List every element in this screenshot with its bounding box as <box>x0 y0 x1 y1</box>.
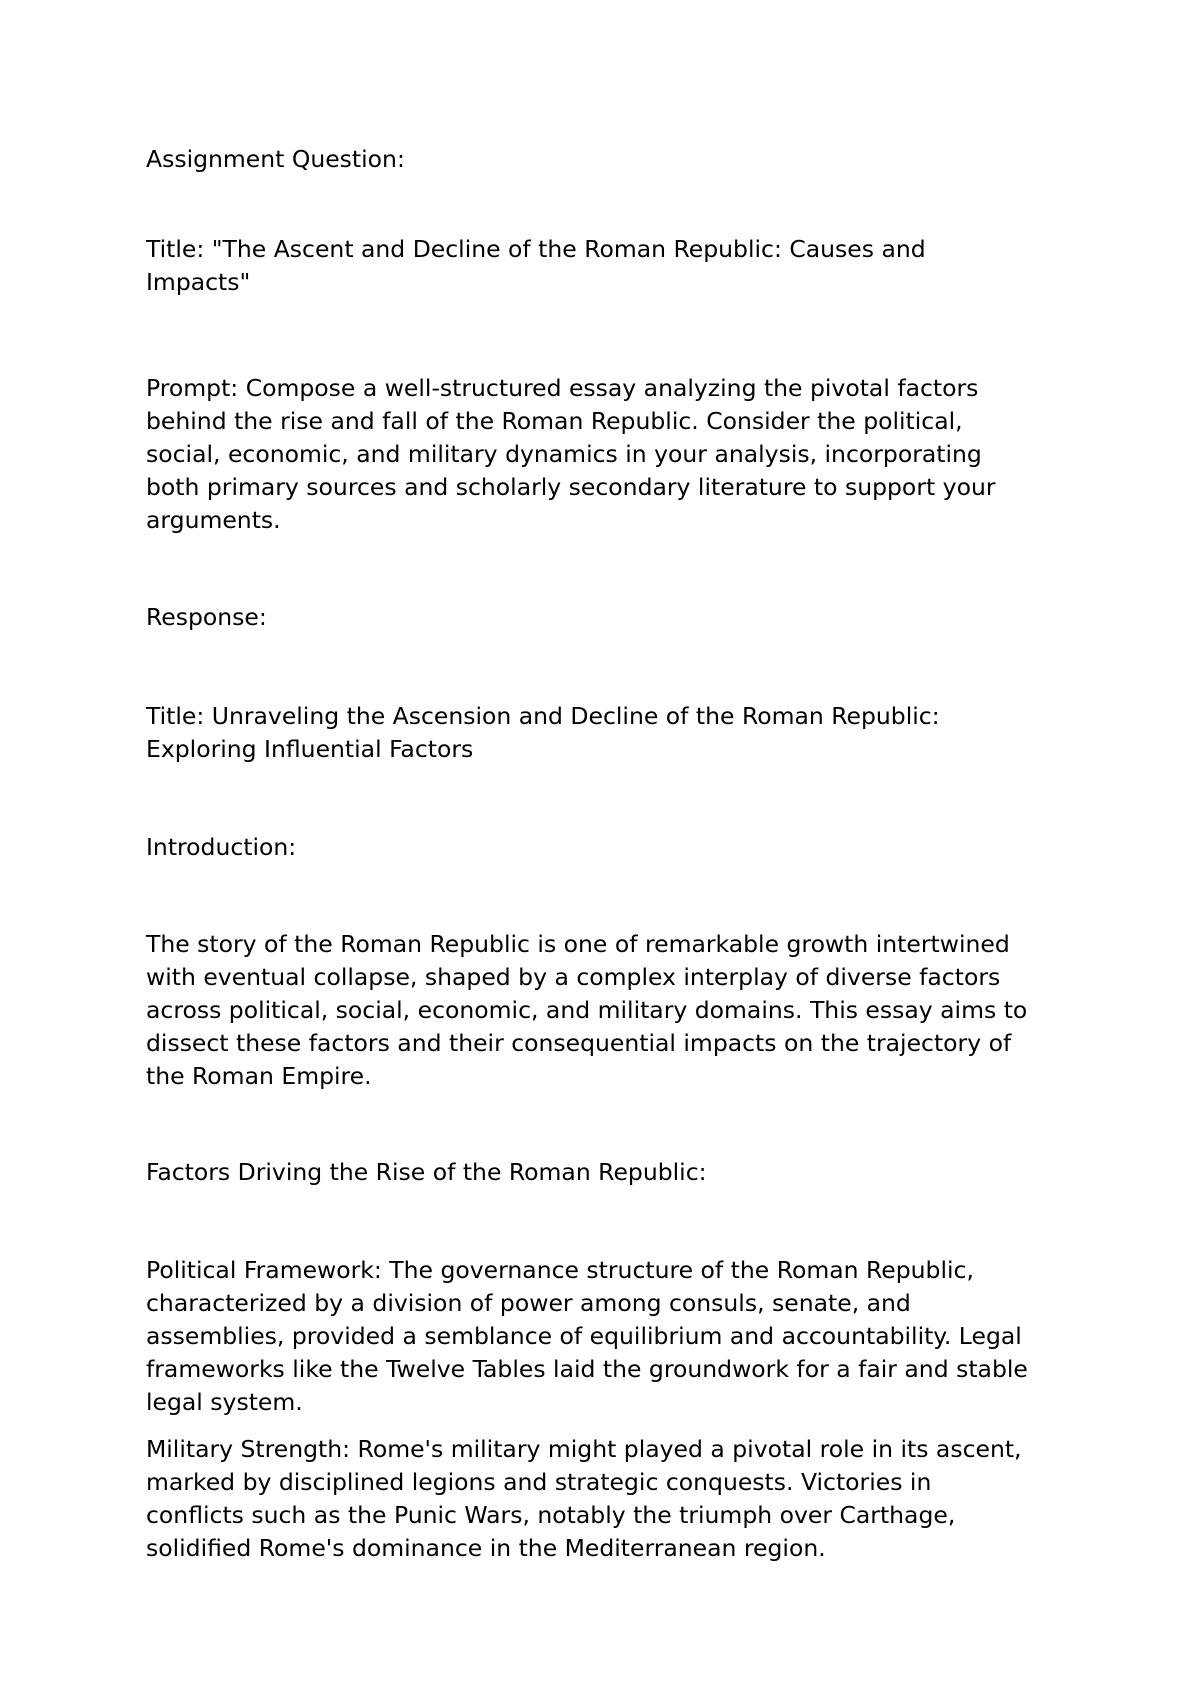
military-strength-paragraph <box>146 1433 1076 1565</box>
introduction-line: the Roman Empire. <box>146 1062 372 1090</box>
assignment-heading <box>146 143 1076 176</box>
political-line: legal system. <box>146 1388 303 1416</box>
response-title <box>146 700 1076 766</box>
response-title-line-2: Exploring Influential Factors <box>146 735 474 763</box>
prompt-line: arguments. <box>146 506 281 534</box>
introduction-paragraph <box>146 928 1076 1093</box>
military-line: marked by disciplined legions and strategic conquests. Victories in <box>146 1468 932 1496</box>
introduction-heading-text: Introduction: <box>146 833 297 861</box>
introduction-line: with eventual collapse, shaped by a complex interplay of diverse factors <box>146 963 1001 991</box>
assignment-title-line-1: Title: "The Ascent and Decline of the Roman Republic: Causes and <box>146 235 926 263</box>
military-line: conflicts such as the Punic Wars, notably the triumph over Carthage, <box>146 1501 956 1529</box>
prompt-line: social, economic, and military dynamics in your analysis, incorporating <box>146 440 982 468</box>
prompt-line: behind the rise and fall of the Roman Republic. Consider the political, <box>146 407 963 435</box>
prompt-line: Prompt: Compose a well-structured essay analyzing the pivotal factors <box>146 374 979 402</box>
factors-heading <box>146 1156 1076 1189</box>
introduction-line: across political, social, economic, and military domains. This essay aims to <box>146 996 1028 1024</box>
political-line: assemblies, provided a semblance of equilibrium and accountability. Legal <box>146 1322 1022 1350</box>
assignment-heading-text: Assignment Question: <box>146 145 405 173</box>
political-line: frameworks like the Twelve Tables laid the groundwork for a fair and stable <box>146 1355 1028 1383</box>
political-line: characterized by a division of power among consuls, senate, and <box>146 1289 911 1317</box>
assignment-title <box>146 233 1076 299</box>
introduction-heading <box>146 831 1076 864</box>
prompt-line: both primary sources and scholarly secondary literature to support your <box>146 473 996 501</box>
assignment-title-line-2: Impacts" <box>146 268 251 296</box>
response-title-line-1: Title: Unraveling the Ascension and Decline of the Roman Republic: <box>146 702 940 730</box>
political-framework-paragraph <box>146 1254 1076 1419</box>
military-line: Military Strength: Rome's military might played a pivotal role in its ascent, <box>146 1435 1022 1463</box>
prompt-paragraph <box>146 372 1076 537</box>
military-line: solidified Rome's dominance in the Mediterranean region. <box>146 1534 826 1562</box>
introduction-line: The story of the Roman Republic is one of remarkable growth intertwined <box>146 930 1010 958</box>
factors-heading-text: Factors Driving the Rise of the Roman Republic: <box>146 1158 707 1186</box>
response-heading-text: Response: <box>146 603 267 631</box>
response-heading <box>146 601 1076 634</box>
political-line: Political Framework: The governance structure of the Roman Republic, <box>146 1256 974 1284</box>
introduction-line: dissect these factors and their consequential impacts on the trajectory of <box>146 1029 1012 1057</box>
